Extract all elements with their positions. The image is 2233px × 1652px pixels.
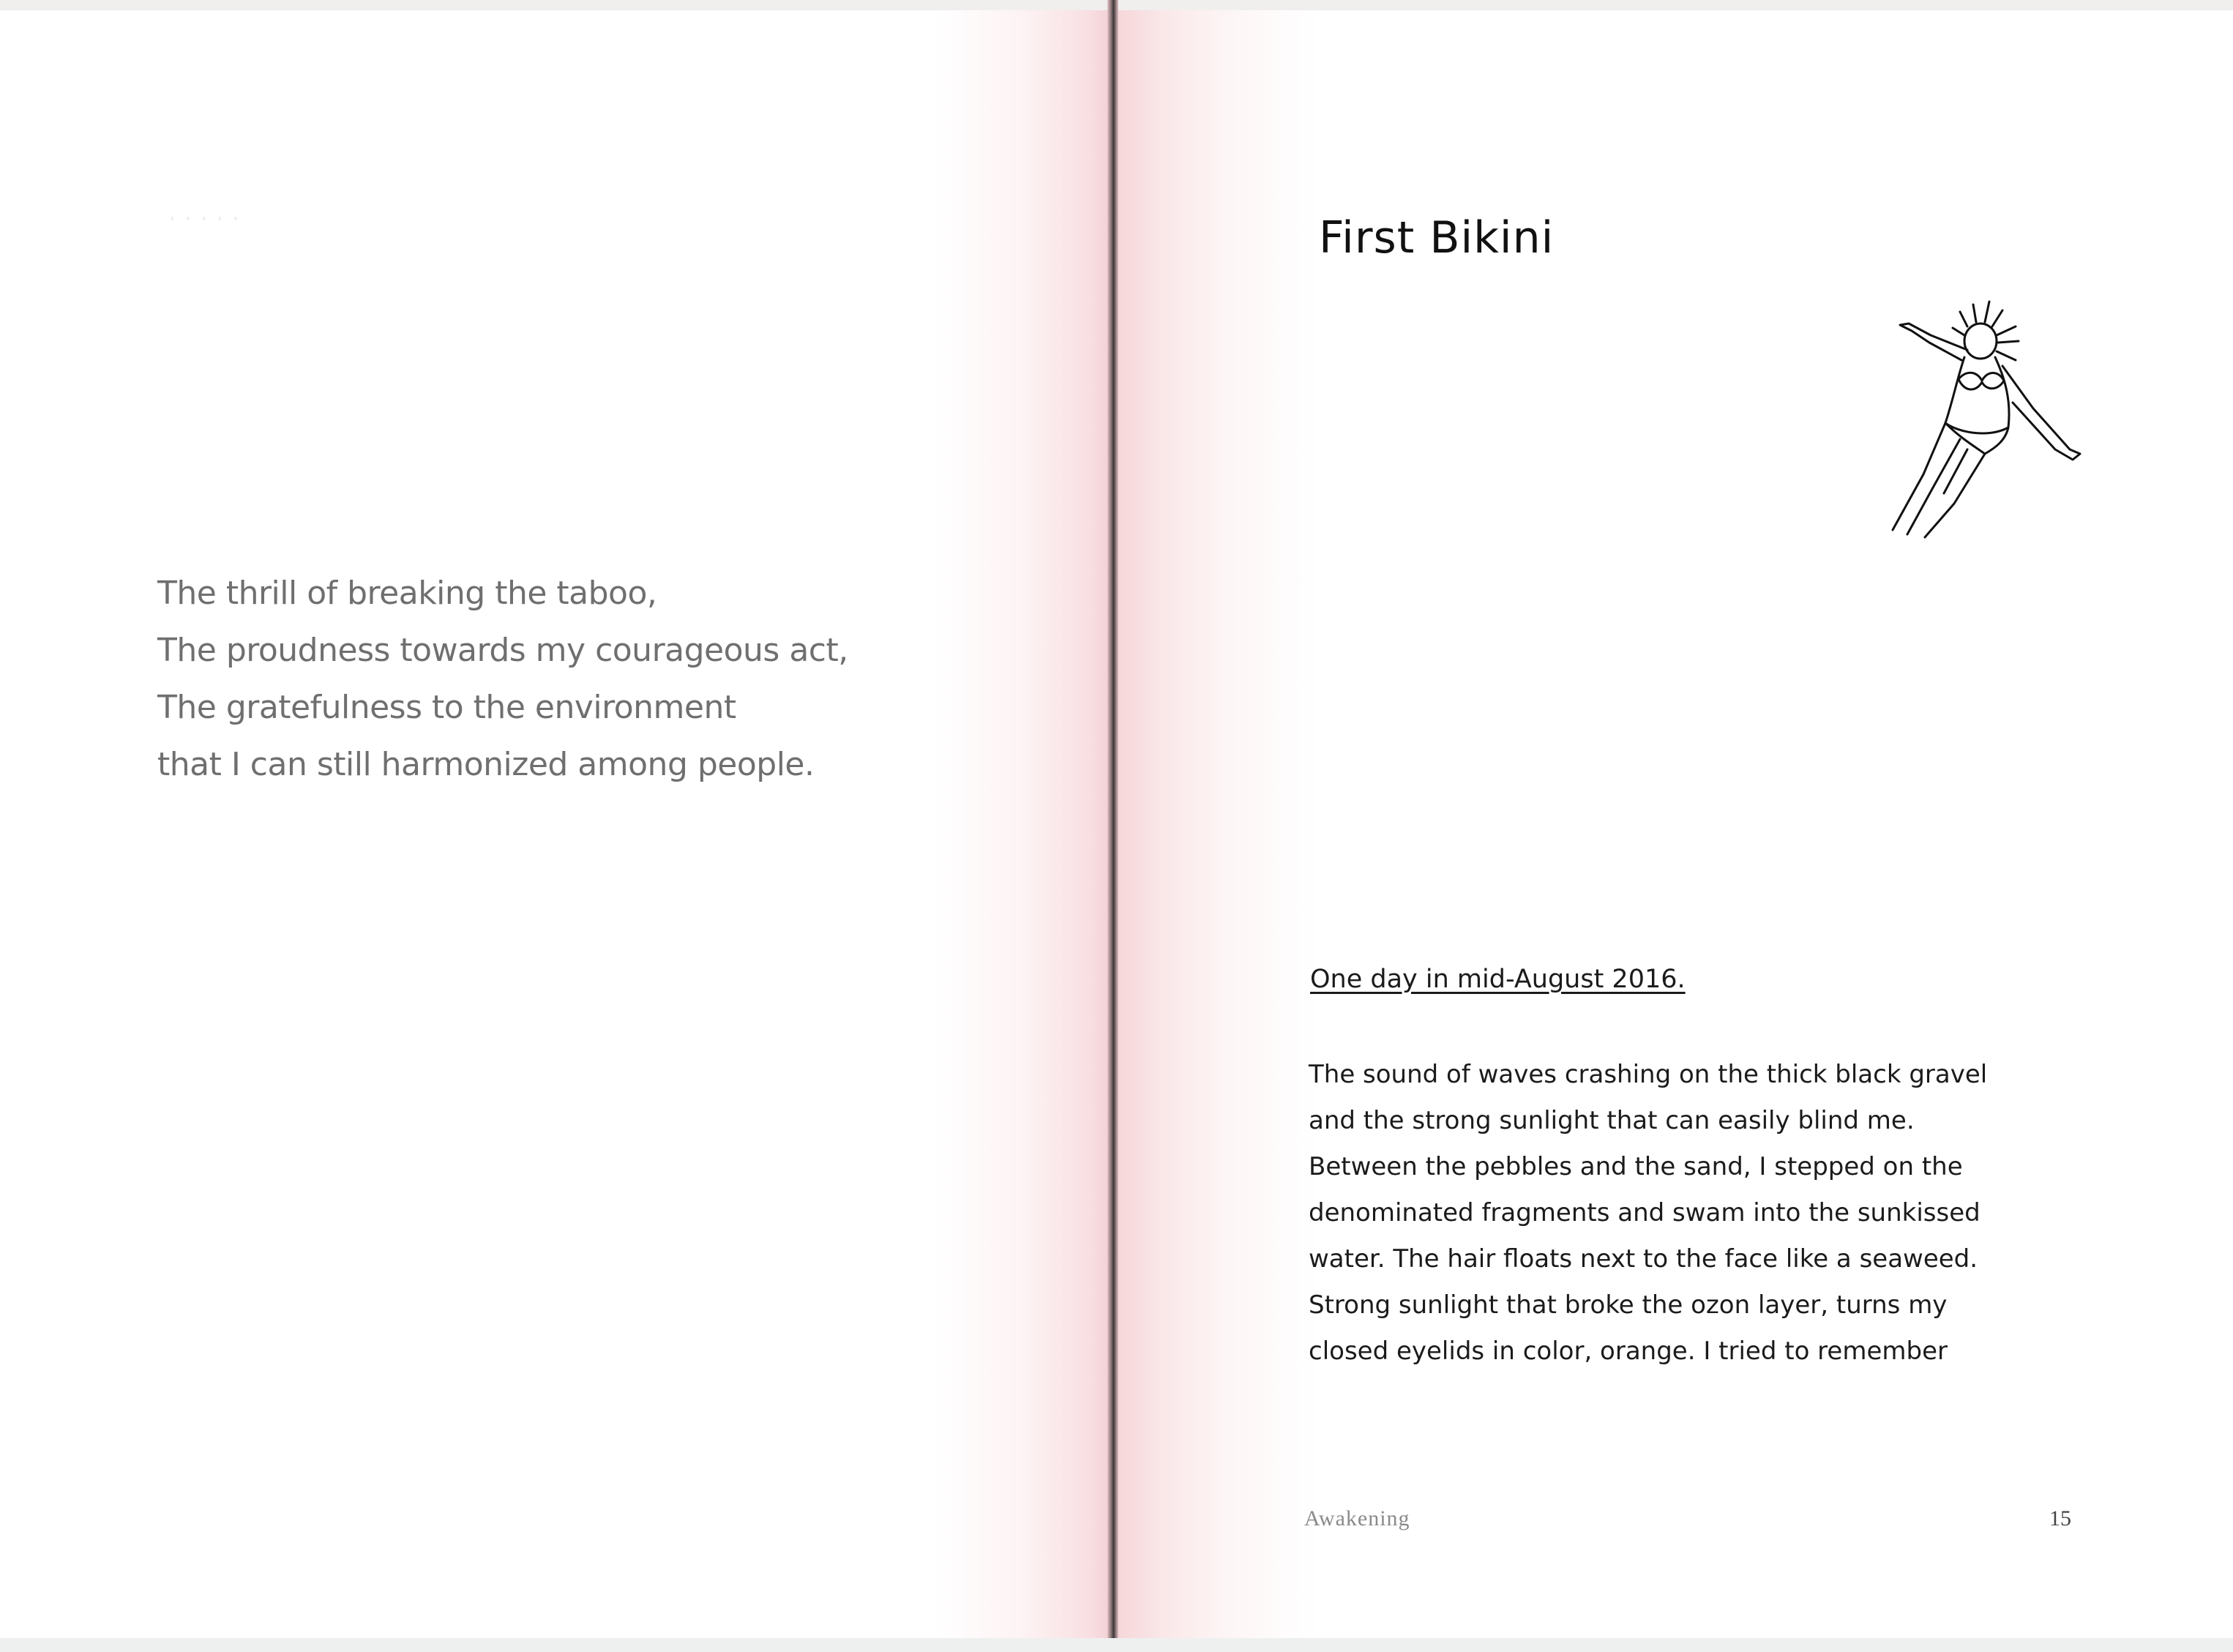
poem-line: The thrill of breaking the taboo, xyxy=(157,575,657,612)
right-page xyxy=(1117,10,2233,1638)
poem xyxy=(157,565,962,793)
page-number: 15 xyxy=(2049,1506,2071,1530)
date-heading: One day in mid-August 2016. xyxy=(1310,965,1686,994)
body-line: closed eyelids in color, orange. I tried to remember xyxy=(1309,1337,1948,1366)
body-line: The sound of waves crashing on the thick black gravel xyxy=(1309,1060,1988,1089)
floating-woman-illustration xyxy=(1836,284,2090,542)
body-line: Between the pebbles and the sand, I stepped on the xyxy=(1309,1152,1963,1181)
body-line: water. The hair floats next to the face like a seaweed. xyxy=(1309,1244,1978,1274)
body-line: denominated fragments and swam into the sunkissed xyxy=(1309,1198,1980,1227)
left-page xyxy=(0,10,1112,1638)
book-spine-gutter xyxy=(1107,0,1118,1652)
poem-line: The gratefulness to the environment xyxy=(157,689,736,726)
poem-line: that I can still harmonized among people. xyxy=(157,746,815,783)
footer-section-label: Awakening xyxy=(1304,1506,1410,1530)
body-text xyxy=(1309,1052,2041,1375)
poem-line: The proudness towards my courageous act, xyxy=(157,632,848,669)
scan-border-bottom xyxy=(0,1638,2233,1652)
chapter-title: First Bikini xyxy=(1319,212,1555,264)
body-line: and the strong sunlight that can easily blind me. xyxy=(1309,1106,1915,1135)
body-line: Strong sunlight that broke the ozon layer, turns my xyxy=(1309,1290,1948,1320)
bleed-through-text: · · · · · xyxy=(168,204,240,233)
